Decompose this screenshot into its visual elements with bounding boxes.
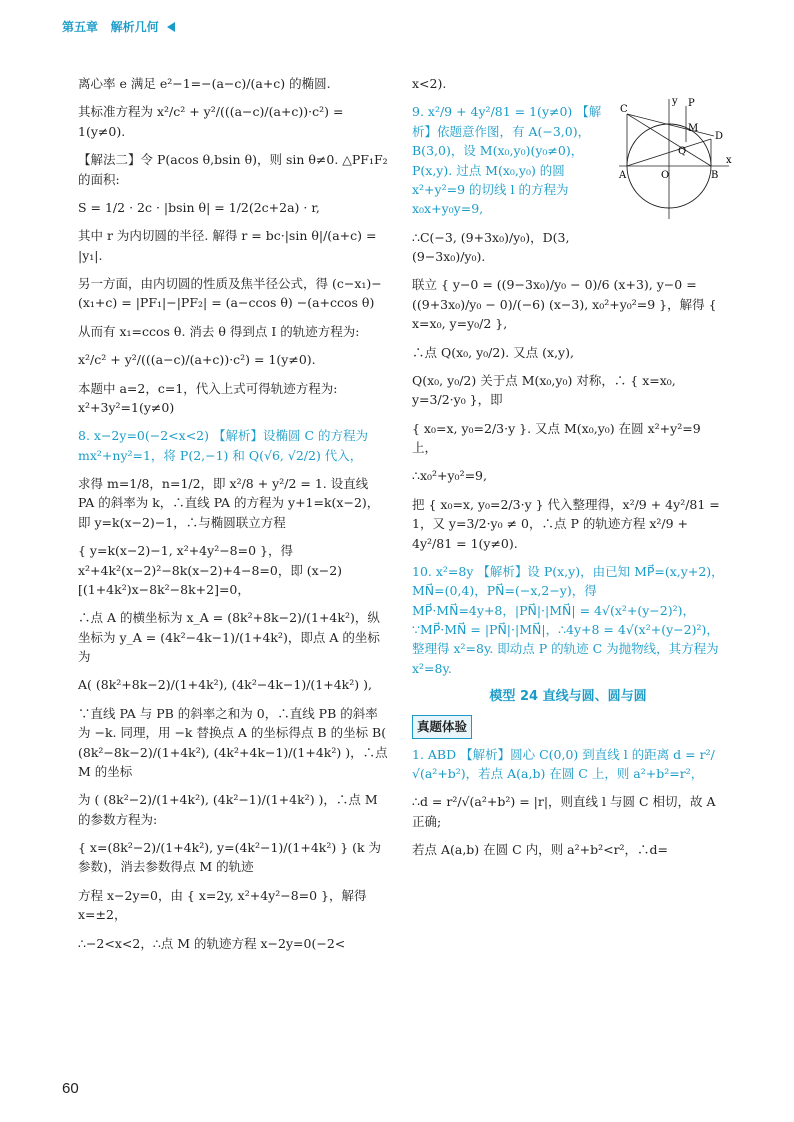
- paragraph: 本题中 a=2，c=1，代入上式可得轨迹方程为: x²+3y²=1(y≠0): [78, 380, 338, 415]
- geometry-figure: [614, 94, 734, 224]
- paragraph: ∴点 Q(x₀, y₀/2). 又点 (x,y),: [412, 344, 574, 360]
- paragraph: { x=(8k²−2)/(1+4k²), y=(4k²−1)/(1+4k²) } (k 为参数)，消去参数得点 M 的轨迹: [78, 840, 382, 875]
- paragraph: S = 1/2 · 2c · |bsin θ| = 1/2(2c+2a) · r,: [78, 199, 320, 215]
- section-tag: 真题体验: [412, 715, 472, 738]
- paragraph: ∴x₀²+y₀²=9,: [412, 468, 487, 484]
- chapter-label: 第五章: [62, 20, 99, 34]
- label-o: O: [661, 170, 670, 182]
- label-x: x: [726, 155, 732, 167]
- paragraph: ∴−2<x<2，∴点 M 的轨迹方程 x−2y=0(−2<: [78, 935, 346, 951]
- label-c: C: [620, 104, 628, 116]
- label-p: P: [688, 98, 695, 110]
- page-header: [62, 18, 175, 35]
- label-m: M: [688, 123, 699, 135]
- triangle-icon: [167, 22, 175, 32]
- model-title: 模型 24 直线与圆、圆与圆: [489, 689, 647, 705]
- paragraph: 另一方面，由内切圆的性质及焦半径公式，得 (c−x₁)−(x₁+c) = |PF₁|−|PF₂| = (a−ccos θ) −(a+ccos θ): [78, 276, 382, 311]
- page-number: 60: [62, 1080, 79, 1097]
- answer-10: 10. x²=8y 【解析】设 P(x,y)，由已知 MP⃗=(x,y+2)，MN⃗=(0,4)，PN⃗=(−x,2−y)，得 MP⃗·MN⃗=4y+8，|PN⃗|·|MN⃗| = 4√(x²+(y−2)²)，∵MP⃗·MN⃗ = |PN⃗|·|MN⃗|，∴4y+8 = 4√(x²+(y−2)²)，整理得 x²=8y. 即动点 P 的轨迹 C 为抛物线，其方程为 x²=8y.: [412, 563, 724, 676]
- paragraph: 求得 m=1/8，n=1/2，即 x²/8 + y²/2 = 1. 设直线 PA 的斜率为 k，∴直线 PA 的方程为 y+1=k(x−2)，即 y=k(x−2)−1，∴与椭圆联立方程: [78, 476, 380, 530]
- paragraph: { y=k(x−2)−1, x²+4y²−8=0 }，得 x²+4k²(x−2)²−8k(x−2)+4−8=0，即 (x−2)[(1+4k²)x−8k²−8k+2]=0，: [78, 543, 343, 597]
- paragraph: x<2).: [412, 76, 447, 91]
- chapter-title: 解析几何: [110, 20, 159, 34]
- paragraph: ∵直线 PA 与 PB 的斜率之和为 0，∴直线 PB 的斜率为 −k. 同理，用 −k 替换点 A 的坐标得点 B 的坐标 B( (8k²−8k−2)/(1+4k²), (4k²+4k−1)/(1+4k²) )，∴点 M 的坐标: [78, 705, 388, 779]
- paragraph: 其中 r 为内切圆的半径. 解得 r = bc·|sin θ|/(a+c) = |y₁|.: [78, 228, 377, 263]
- label-q: Q: [678, 146, 687, 158]
- paragraph: ∴C(−3, (9+3x₀)/y₀)，D(3, (9−3x₀)/y₀).: [412, 229, 570, 264]
- paragraph: ∴点 A 的横坐标为 x_A = (8k²+8k−2)/(1+4k²)，纵坐标为 y_A = (4k²−4k−1)/(1+4k²)，即点 A 的坐标为: [78, 610, 380, 664]
- label-d: D: [715, 131, 724, 143]
- paragraph: Q(x₀, y₀/2) 关于点 M(x₀,y₀) 对称，∴ { x=x₀, y=3/2·y₀ }，即: [412, 372, 676, 408]
- paragraph: 联立 { y−0 = ((9−3x₀)/y₀ − 0)/6 (x+3), y−0 = ((9+3x₀)/y₀ − 0)/(−6) (x−3), x₀²+y₀²=9 }，解得 { x=x₀, y=y₀/2 },: [412, 277, 717, 332]
- left-column: [78, 74, 388, 962]
- answer-1: 1. ABD 【解析】圆心 C(0,0) 到直线 l 的距离 d = r²/√(a²+b²)，若点 A(a,b) 在圆 C 上，则 a²+b²=r²，: [412, 746, 715, 782]
- paragraph: { x₀=x, y₀=2/3·y }. 又点 M(x₀,y₀) 在圆 x²+y²=9 上，: [412, 420, 701, 455]
- paragraph: 为 ( (8k²−2)/(1+4k²), (4k²−1)/(1+4k²) )，∴点 M 的参数方程为:: [78, 792, 378, 827]
- paragraph: 方程 x−2y=0，由 { x=2y, x²+4y²−8=0 }，解得 x=±2，: [78, 887, 367, 923]
- label-y: y: [672, 96, 678, 108]
- right-column: [412, 74, 732, 869]
- answer-9: 9. x²/9 + 4y²/81 = 1(y≠0) 【解析】依题意作图，有 A(−3,0)，B(3,0)，设 M(x₀,y₀)(y₀≠0)，P(x,y). 过点 M(x₀,y₀) 的圆 x²+y²=9 的切线 l 的方程为 x₀x+y₀y=9,: [412, 104, 602, 217]
- paragraph: 离心率 e 满足 e²−1=−(a−c)/(a+c) 的椭圆.: [78, 76, 331, 91]
- paragraph: 把 { x₀=x, y₀=2/3·y } 代入整理得，x²/9 + 4y²/81 = 1，又 y=3/2·y₀ ≠ 0，∴点 P 的轨迹方程 x²/9 + 4y²/81 = 1(y≠0).: [412, 496, 720, 551]
- paragraph: x²/c² + y²/(((a−c)/(a+c))·c²) = 1(y≠0).: [78, 352, 316, 368]
- label-b: B: [711, 170, 719, 182]
- answer-8: 8. x−2y=0(−2<x<2) 【解析】设椭圆 C 的方程为 mx²+ny²=1，将 P(2,−1) 和 Q(√6, √2/2) 代入，: [78, 428, 368, 463]
- label-a: A: [619, 170, 627, 182]
- paragraph: A( (8k²+8k−2)/(1+4k²), (4k²−4k−1)/(1+4k²) ),: [78, 677, 372, 693]
- paragraph: 其标准方程为 x²/c² + y²/(((a−c)/(a+c))·c²) = 1(y≠0).: [78, 104, 344, 139]
- paragraph: ∴d = r²/√(a²+b²) = |r|，则直线 l 与圆 C 相切，故 A 正确;: [412, 794, 716, 829]
- paragraph: 从而有 x₁=ccos θ. 消去 θ 得到点 I 的轨迹方程为:: [78, 323, 360, 339]
- paragraph: 【解法二】令 P(acos θ,bsin θ)，则 sin θ≠0. △PF₁F₂ 的面积:: [78, 152, 388, 187]
- paragraph: 若点 A(a,b) 在圆 C 内，则 a²+b²<r²，∴d=: [412, 842, 669, 858]
